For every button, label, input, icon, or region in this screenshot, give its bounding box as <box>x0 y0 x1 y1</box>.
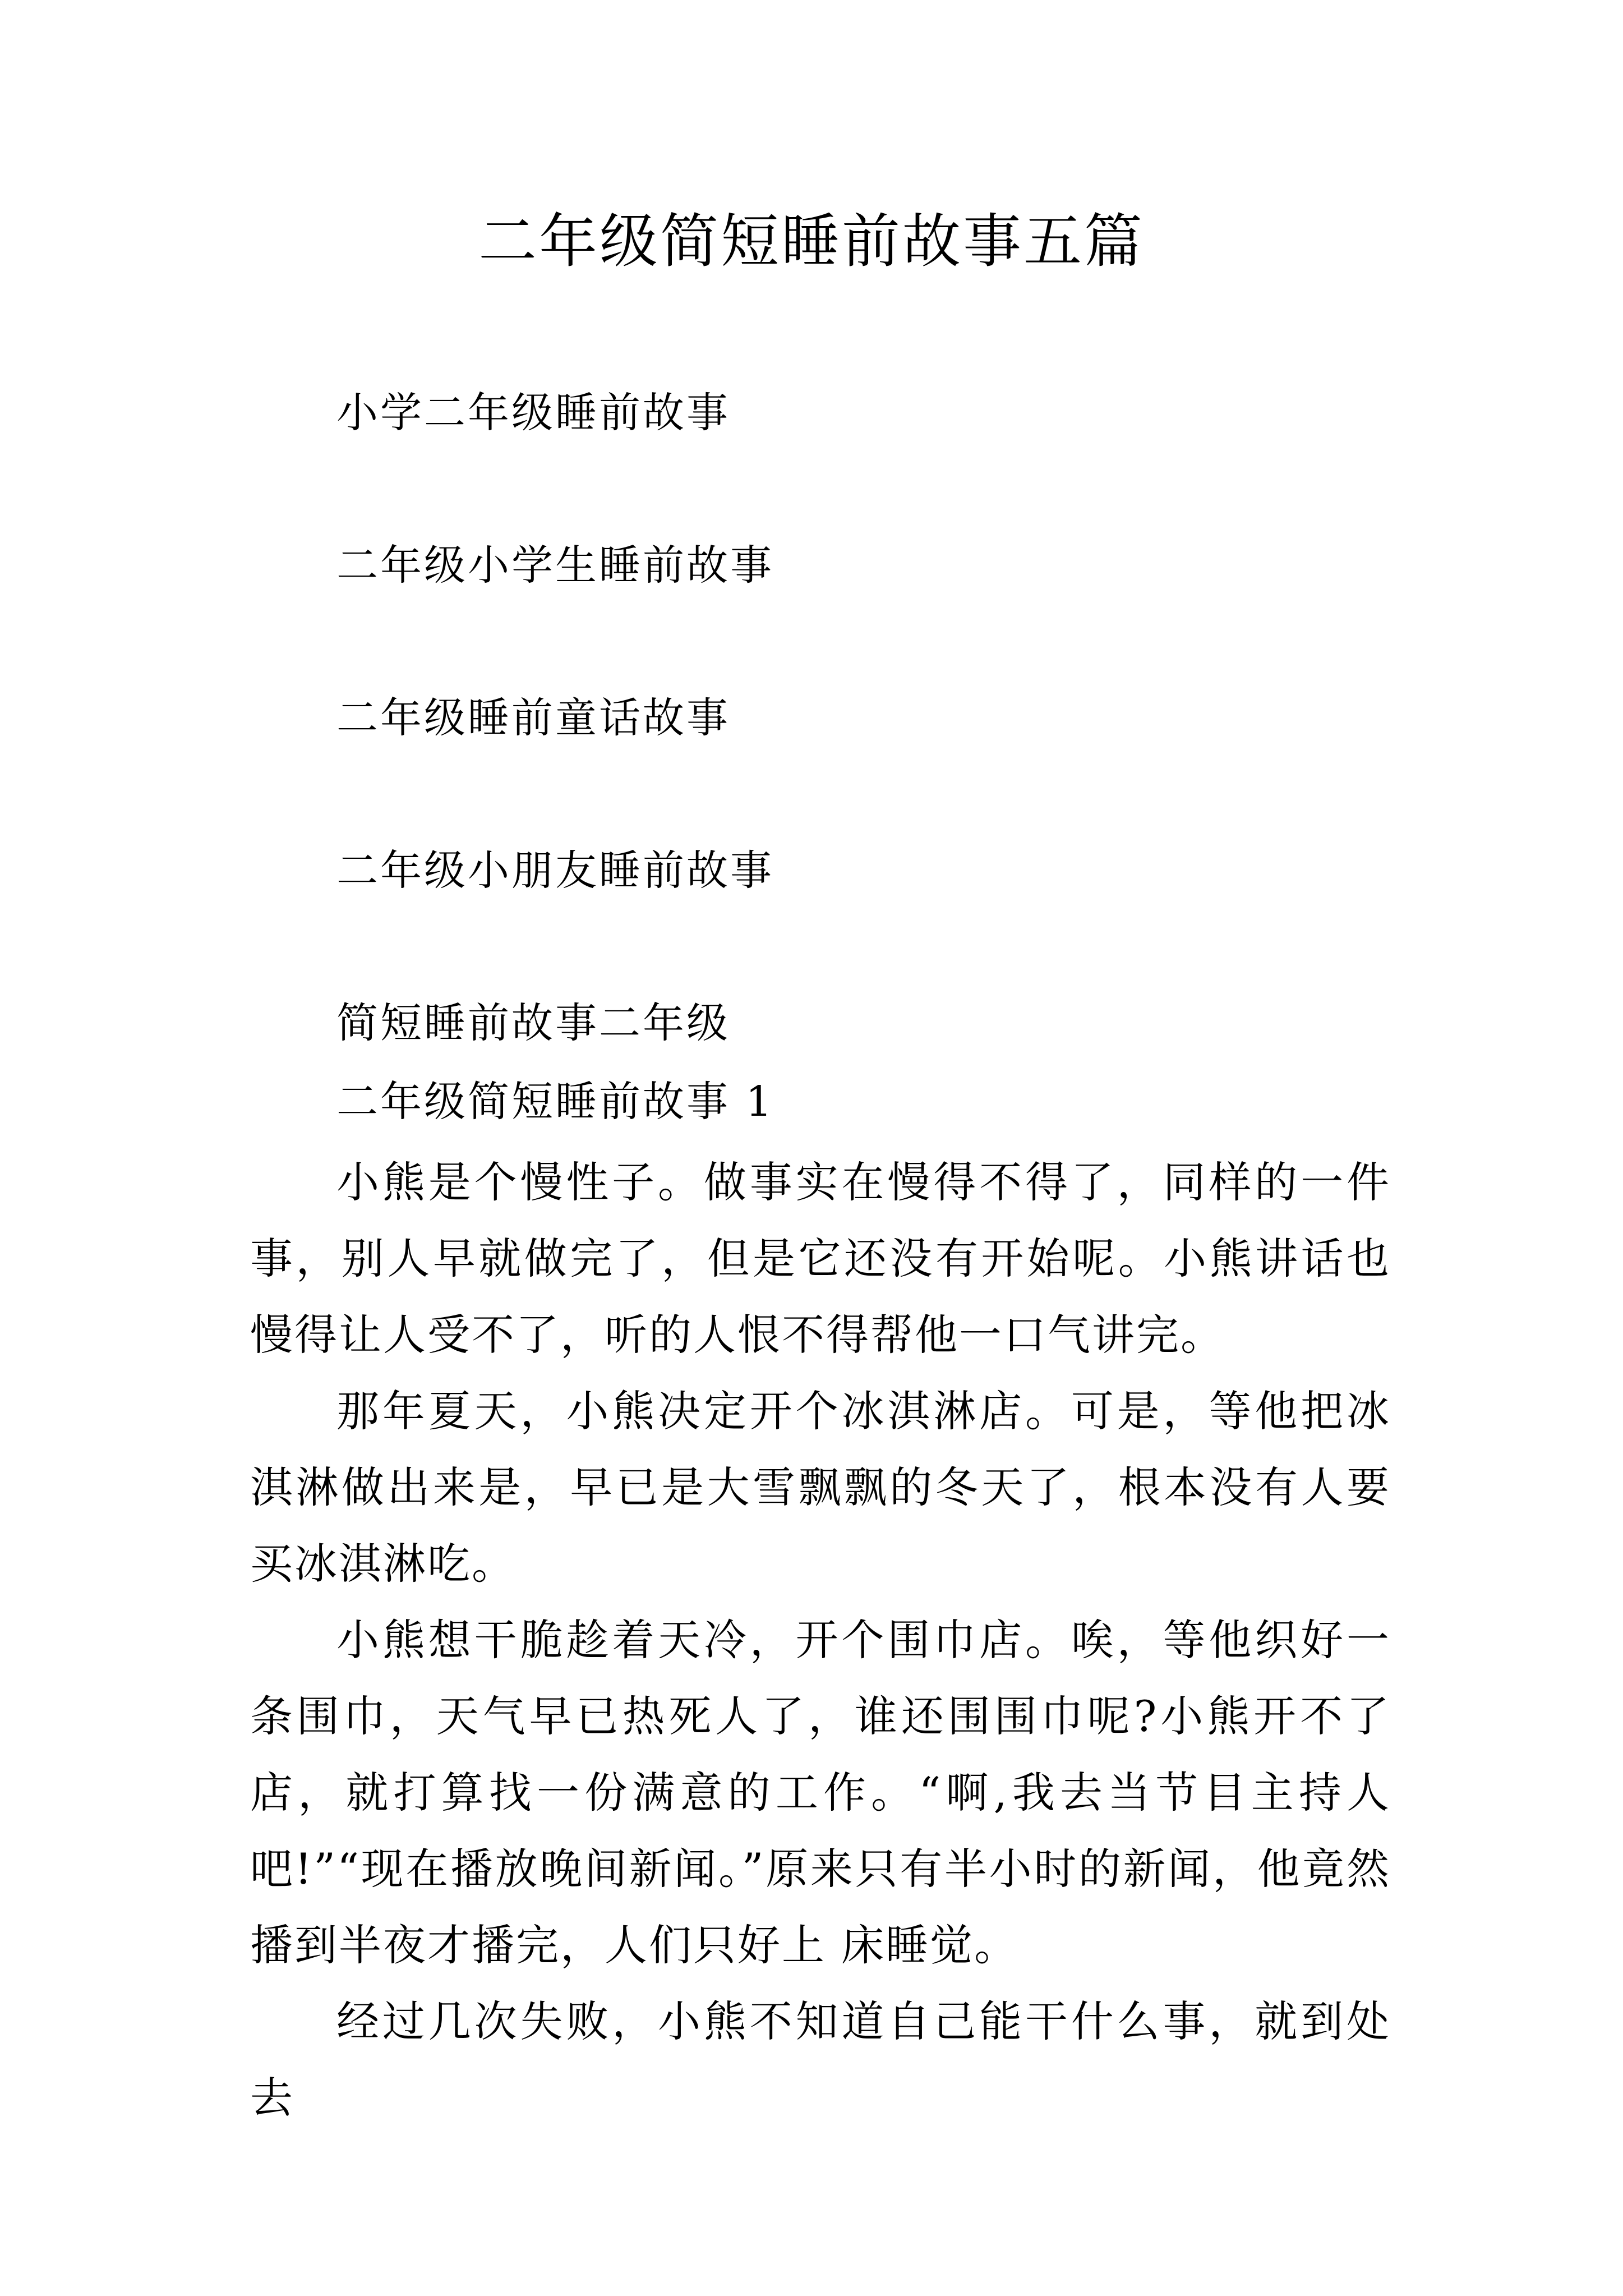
paragraph-1: 小熊是个慢性子。做事实在慢得不得了，同样的一件事，别人早就做完了，但是它还没有开始呢。小熊讲话也慢得让人受不了，听的人恨不得帮他一口气讲完。 <box>250 1157 1391 1360</box>
paragraph-2: 那年夏天，小熊决定开个冰淇淋店。可是，等他把冰淇淋做出来是，早已是大雪飘飘的冬天了，根本没有人要买冰淇淋吃。 <box>250 1386 1391 1589</box>
contents-item-3: 二年级睡前童话故事 <box>336 694 730 742</box>
paragraph-4: 经过几次失败，小熊不知道自己能干什么事，就到处去 <box>250 1996 1391 2123</box>
contents-item-2: 二年级小学生睡前故事 <box>336 541 774 590</box>
contents-item-5: 简短睡前故事二年级 <box>336 999 730 1047</box>
section-heading: 二年级简短睡前故事 1 <box>336 1078 774 1126</box>
contents-item-1: 小学二年级睡前故事 <box>336 389 730 437</box>
document-title: 二年级简短睡前故事五篇 <box>478 207 1145 275</box>
contents-item-4: 二年级小朋友睡前故事 <box>336 846 774 895</box>
paragraph-3: 小熊想干脆趁着天冷，开个围巾店。唉，等他织好一条围巾，天气早已热死人了，谁还围围巾呢?小熊开不了店，就打算找一份满意的工作。“啊,我去当节目主持人吧!”“现在播放晚间新闻。”原来只有半小时的新闻，他竟然播到半夜才播完，人们只好上 床睡觉。 <box>250 1615 1391 1970</box>
